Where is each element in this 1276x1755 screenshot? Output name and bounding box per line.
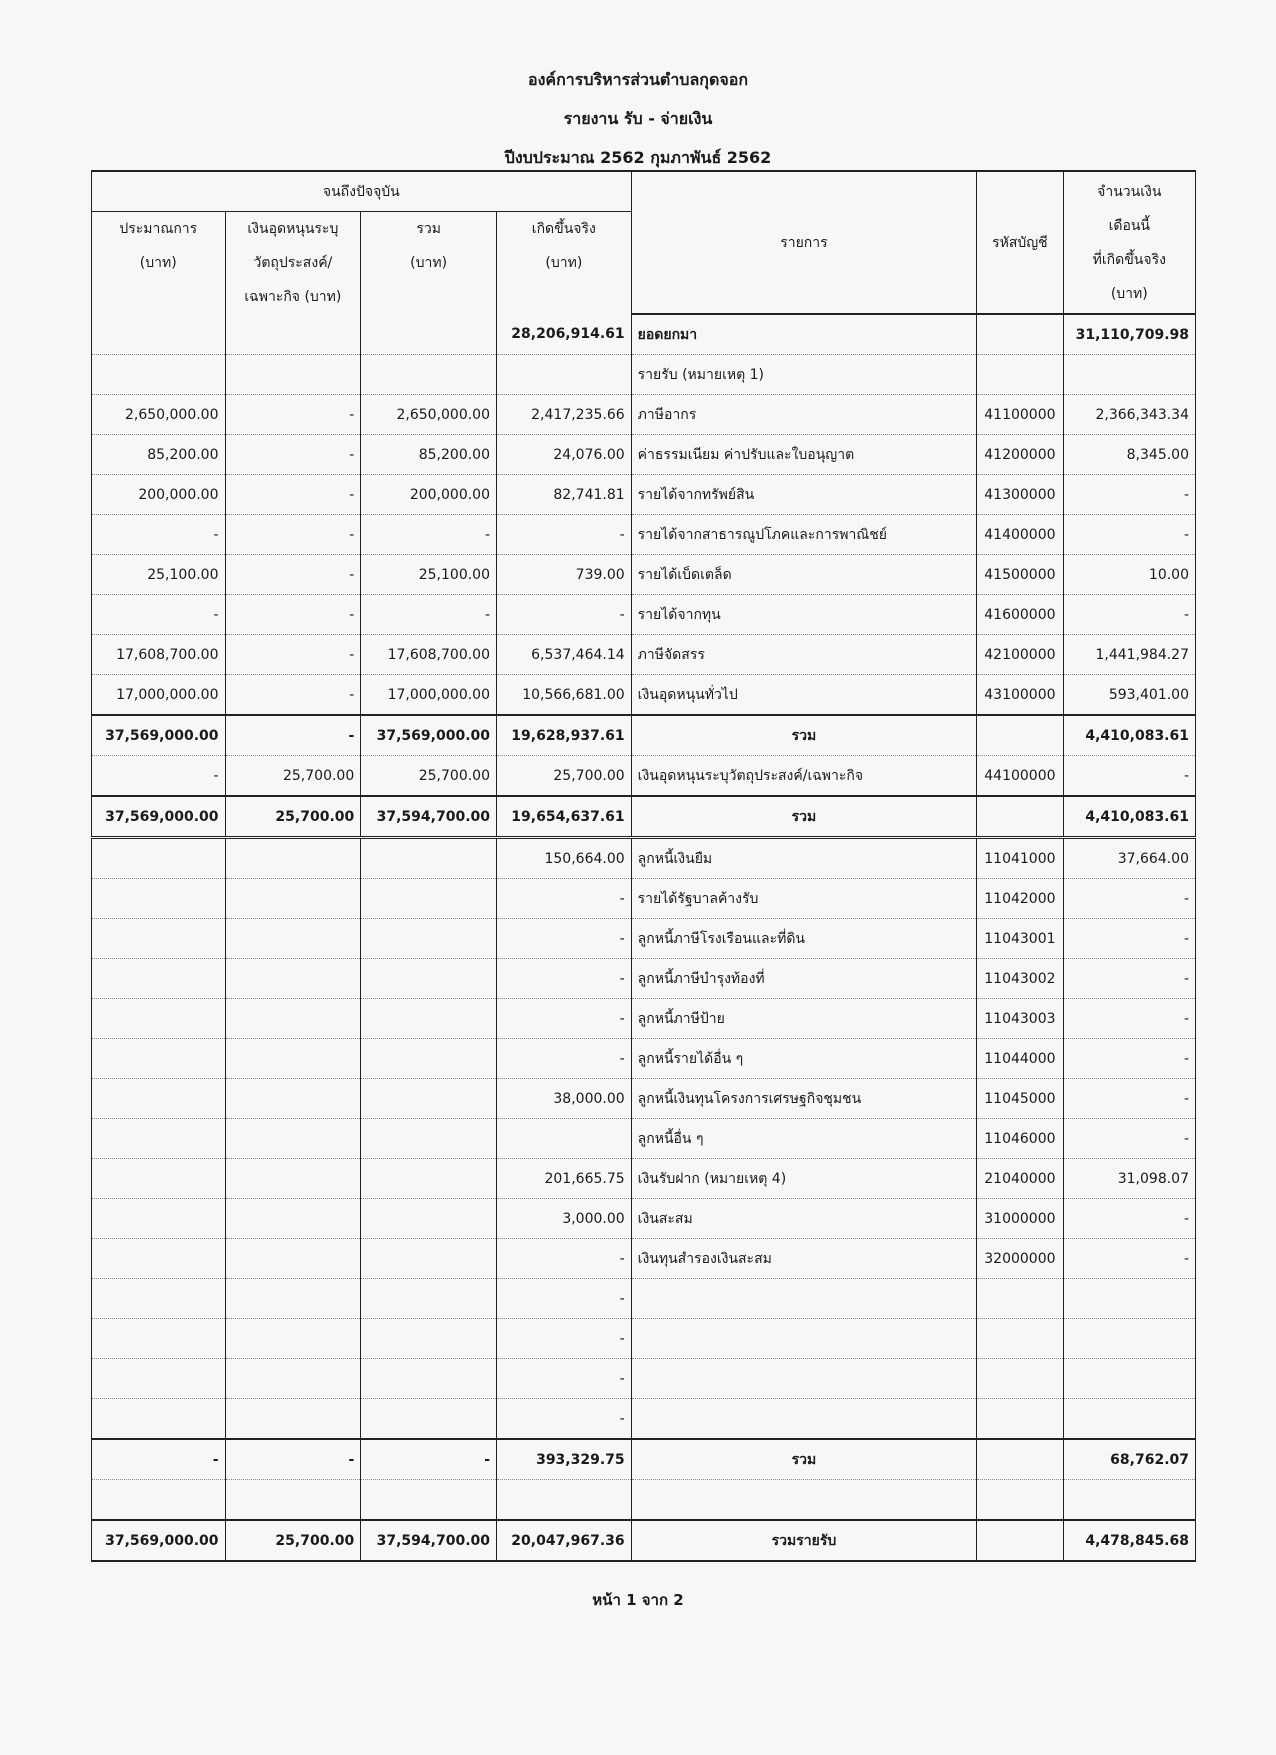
header-grant — [225, 212, 361, 315]
actual-cell: 10,566,681.00 — [497, 675, 632, 716]
item-cell: รายรับ (หมายเหตุ 1) — [631, 355, 977, 395]
header-actual-line-1: เกิดขึ้นจริง — [531, 221, 596, 237]
grant-cell: - — [225, 515, 361, 555]
month-amount-cell: 31,110,709.98 — [1063, 314, 1195, 355]
month-amount-cell: - — [1063, 475, 1195, 515]
header-actual-line-2: (บาท) — [545, 255, 583, 271]
table-row — [92, 1399, 1196, 1440]
total-cell — [361, 1039, 497, 1079]
account-code-cell — [977, 1520, 1063, 1561]
table-row — [92, 1319, 1196, 1359]
item-cell: รายได้รัฐบาลค้างรับ — [631, 879, 977, 919]
actual-cell: - — [497, 919, 632, 959]
grant-cell: - — [225, 475, 361, 515]
actual-cell: 38,000.00 — [497, 1079, 632, 1119]
grant-cell — [225, 1359, 361, 1399]
month-amount-cell — [1063, 1480, 1195, 1521]
actual-cell: - — [497, 879, 632, 919]
total-cell — [361, 314, 497, 355]
grant-cell: - — [225, 675, 361, 716]
budget-cell — [92, 1199, 226, 1239]
total-cell — [361, 838, 497, 879]
account-code-cell: 41100000 — [977, 395, 1063, 435]
month-amount-cell — [1063, 1359, 1195, 1399]
total-cell — [361, 1159, 497, 1199]
item-cell: ภาษีอากร — [631, 395, 977, 435]
item-cell: เงินอุดหนุนระบุวัตถุประสงค์/เฉพาะกิจ — [631, 756, 977, 797]
month-amount-cell: - — [1063, 999, 1195, 1039]
header-grant-line-3: เฉพาะกิจ (บาท) — [244, 289, 342, 305]
table-row — [92, 796, 1196, 838]
budget-cell — [92, 1399, 226, 1440]
item-cell: รายได้เบ็ดเตล็ด — [631, 555, 977, 595]
actual-cell: - — [497, 515, 632, 555]
total-cell: 2,650,000.00 — [361, 395, 497, 435]
actual-cell: - — [497, 999, 632, 1039]
grant-cell — [225, 1480, 361, 1521]
total-cell — [361, 999, 497, 1039]
month-amount-cell: 1,441,984.27 — [1063, 635, 1195, 675]
budget-cell: - — [92, 1439, 226, 1480]
total-cell — [361, 879, 497, 919]
header-month-amount — [1063, 171, 1195, 314]
item-cell — [631, 1399, 977, 1440]
month-amount-cell — [1063, 1279, 1195, 1319]
actual-cell: 19,628,937.61 — [497, 715, 632, 756]
table-row — [92, 515, 1196, 555]
item-cell: เงินอุดหนุนทั่วไป — [631, 675, 977, 716]
account-code-cell: 41500000 — [977, 555, 1063, 595]
table-row — [92, 1199, 1196, 1239]
actual-cell: 2,417,235.66 — [497, 395, 632, 435]
month-amount-cell: - — [1063, 1079, 1195, 1119]
budget-cell: 37,569,000.00 — [92, 1520, 226, 1561]
table-row — [92, 756, 1196, 797]
actual-cell: 25,700.00 — [497, 756, 632, 797]
total-cell: 25,700.00 — [361, 756, 497, 797]
table-row — [92, 595, 1196, 635]
account-code-cell — [977, 314, 1063, 355]
actual-cell: 20,047,967.36 — [497, 1520, 632, 1561]
account-code-cell: 11043002 — [977, 959, 1063, 999]
table-row — [92, 1159, 1196, 1199]
account-code-cell — [977, 1279, 1063, 1319]
budget-cell — [92, 1279, 226, 1319]
item-cell: รวมรายรับ — [631, 1520, 977, 1561]
total-cell — [361, 1239, 497, 1279]
grant-cell: - — [225, 715, 361, 756]
budget-cell: - — [92, 595, 226, 635]
actual-cell: - — [497, 1319, 632, 1359]
item-cell — [631, 1480, 977, 1521]
table-body — [92, 314, 1196, 1561]
actual-cell: - — [497, 595, 632, 635]
grant-cell: 25,700.00 — [225, 1520, 361, 1561]
total-cell: 25,100.00 — [361, 555, 497, 595]
budget-cell — [92, 838, 226, 879]
grant-cell: - — [225, 435, 361, 475]
header-budget-line-1: ประมาณการ — [119, 221, 198, 237]
budget-cell — [92, 919, 226, 959]
budget-cell: 37,569,000.00 — [92, 796, 226, 838]
budget-cell — [92, 999, 226, 1039]
item-cell: รายได้จากทรัพย์สิน — [631, 475, 977, 515]
budget-cell: 85,200.00 — [92, 435, 226, 475]
item-cell: ลูกหนี้ภาษีโรงเรือนและที่ดิน — [631, 919, 977, 959]
actual-cell: - — [497, 959, 632, 999]
table-row — [92, 435, 1196, 475]
total-cell: 37,569,000.00 — [361, 715, 497, 756]
grant-cell: - — [225, 1439, 361, 1480]
grant-cell — [225, 1159, 361, 1199]
total-cell — [361, 1119, 497, 1159]
budget-cell: 17,000,000.00 — [92, 675, 226, 716]
actual-cell: 6,537,464.14 — [497, 635, 632, 675]
item-cell: รายได้จากทุน — [631, 595, 977, 635]
table-row — [92, 675, 1196, 716]
grant-cell — [225, 1039, 361, 1079]
account-code-cell: 31000000 — [977, 1199, 1063, 1239]
header-to-date: จนถึงปัจจุบัน — [92, 171, 632, 212]
account-code-cell — [977, 355, 1063, 395]
account-code-cell — [977, 1480, 1063, 1521]
budget-cell — [92, 1239, 226, 1279]
report-title: รายงาน รับ - จ่ายเงิน — [563, 109, 713, 128]
month-amount-cell: 10.00 — [1063, 555, 1195, 595]
item-cell: ลูกหนี้รายได้อื่น ๆ — [631, 1039, 977, 1079]
total-cell — [361, 1319, 497, 1359]
month-amount-cell: - — [1063, 919, 1195, 959]
budget-cell — [92, 1119, 226, 1159]
grant-cell — [225, 919, 361, 959]
header-grant-line-1: เงินอุดหนุนระบุ — [247, 221, 339, 237]
header-budget-line-2: (บาท) — [139, 255, 177, 271]
actual-cell: 150,664.00 — [497, 838, 632, 879]
month-amount-cell: 4,478,845.68 — [1063, 1520, 1195, 1561]
actual-cell: 393,329.75 — [497, 1439, 632, 1480]
month-amount-cell: - — [1063, 1199, 1195, 1239]
header-account-code: รหัสบัญชี — [977, 171, 1063, 314]
header-total-line-1: รวม — [416, 221, 441, 237]
actual-cell: - — [497, 1279, 632, 1319]
account-code-cell: 11041000 — [977, 838, 1063, 879]
table-row — [92, 1520, 1196, 1561]
total-cell — [361, 1399, 497, 1440]
month-amount-cell: 2,366,343.34 — [1063, 395, 1195, 435]
account-code-cell — [977, 1439, 1063, 1480]
budget-cell — [92, 1159, 226, 1199]
table-row — [92, 635, 1196, 675]
table-row — [92, 1439, 1196, 1480]
grant-cell — [225, 999, 361, 1039]
account-code-cell — [977, 796, 1063, 838]
table-row — [92, 1239, 1196, 1279]
grant-cell — [225, 879, 361, 919]
report-period: ปีงบประมาณ 2562 กุมภาพันธ์ 2562 — [504, 148, 772, 167]
item-cell: ภาษีจัดสรร — [631, 635, 977, 675]
actual-cell: 28,206,914.61 — [497, 314, 632, 355]
account-code-cell: 44100000 — [977, 756, 1063, 797]
actual-cell: 3,000.00 — [497, 1199, 632, 1239]
account-code-cell: 41200000 — [977, 435, 1063, 475]
table-row — [92, 999, 1196, 1039]
budget-cell: - — [92, 756, 226, 797]
table-row — [92, 1480, 1196, 1521]
total-cell: - — [361, 595, 497, 635]
budget-cell: 2,650,000.00 — [92, 395, 226, 435]
receipts-payments-table — [91, 170, 1196, 1562]
account-code-cell: 11043003 — [977, 999, 1063, 1039]
month-amount-cell: 4,410,083.61 — [1063, 715, 1195, 756]
org-title: องค์การบริหารส่วนตำบลกุดจอก — [527, 70, 749, 89]
item-cell — [631, 1359, 977, 1399]
account-code-cell: 41300000 — [977, 475, 1063, 515]
budget-cell — [92, 1480, 226, 1521]
grant-cell — [225, 1239, 361, 1279]
table-row — [92, 715, 1196, 756]
total-cell — [361, 1079, 497, 1119]
grant-cell: - — [225, 595, 361, 635]
item-cell: รวม — [631, 715, 977, 756]
table-row — [92, 1119, 1196, 1159]
budget-cell — [92, 879, 226, 919]
month-amount-cell: 68,762.07 — [1063, 1439, 1195, 1480]
item-cell: ค่าธรรมเนียม ค่าปรับและใบอนุญาต — [631, 435, 977, 475]
total-cell — [361, 1480, 497, 1521]
actual-cell: 739.00 — [497, 555, 632, 595]
header-month-line-2: เดือนนี้ — [1108, 217, 1150, 234]
month-amount-cell — [1063, 355, 1195, 395]
month-amount-cell: - — [1063, 1039, 1195, 1079]
header-budget — [92, 212, 226, 315]
account-code-cell: 11046000 — [977, 1119, 1063, 1159]
table-row — [92, 919, 1196, 959]
total-cell: 200,000.00 — [361, 475, 497, 515]
item-cell: ลูกหนี้เงินยืม — [631, 838, 977, 879]
budget-cell — [92, 1079, 226, 1119]
total-cell: - — [361, 515, 497, 555]
month-amount-cell: 8,345.00 — [1063, 435, 1195, 475]
table-row — [92, 395, 1196, 435]
account-code-cell — [977, 1319, 1063, 1359]
table-row — [92, 1079, 1196, 1119]
grant-cell: 25,700.00 — [225, 756, 361, 797]
budget-cell — [92, 1319, 226, 1359]
account-code-cell: 11044000 — [977, 1039, 1063, 1079]
actual-cell: - — [497, 1399, 632, 1440]
table-row — [92, 475, 1196, 515]
item-cell: เงินรับฝาก (หมายเหตุ 4) — [631, 1159, 977, 1199]
month-amount-cell: - — [1063, 1119, 1195, 1159]
budget-cell — [92, 1039, 226, 1079]
header-month-line-3: ที่เกิดขึ้นจริง — [1092, 251, 1166, 268]
header-grant-line-2: วัตถุประสงค์/ — [253, 255, 333, 271]
total-cell: 17,608,700.00 — [361, 635, 497, 675]
item-cell: รวม — [631, 1439, 977, 1480]
account-code-cell: 11043001 — [977, 919, 1063, 959]
header-month-line-4: (บาท) — [1110, 285, 1148, 302]
account-code-cell: 43100000 — [977, 675, 1063, 716]
month-amount-cell: - — [1063, 879, 1195, 919]
item-cell: ลูกหนี้ภาษีบำรุงท้องที่ — [631, 959, 977, 999]
budget-cell: - — [92, 515, 226, 555]
header-item: รายการ — [631, 171, 977, 314]
month-amount-cell: - — [1063, 595, 1195, 635]
month-amount-cell: 4,410,083.61 — [1063, 796, 1195, 838]
total-cell: 37,594,700.00 — [361, 796, 497, 838]
grant-cell: - — [225, 635, 361, 675]
budget-cell: 37,569,000.00 — [92, 715, 226, 756]
table-row — [92, 1039, 1196, 1079]
grant-cell — [225, 1199, 361, 1239]
month-amount-cell: - — [1063, 959, 1195, 999]
grant-cell — [225, 1279, 361, 1319]
account-code-cell: 41400000 — [977, 515, 1063, 555]
item-cell: เงินทุนสำรองเงินสะสม — [631, 1239, 977, 1279]
budget-cell: 17,608,700.00 — [92, 635, 226, 675]
item-cell: รายได้จากสาธารณูปโภคและการพาณิชย์ — [631, 515, 977, 555]
total-cell: 85,200.00 — [361, 435, 497, 475]
account-code-cell — [977, 715, 1063, 756]
table-row — [92, 555, 1196, 595]
item-cell: เงินสะสม — [631, 1199, 977, 1239]
account-code-cell: 11045000 — [977, 1079, 1063, 1119]
header-month-line-1: จำนวนเงิน — [1097, 183, 1162, 200]
month-amount-cell: - — [1063, 756, 1195, 797]
total-cell — [361, 959, 497, 999]
month-amount-cell: 37,664.00 — [1063, 838, 1195, 879]
account-code-cell: 41600000 — [977, 595, 1063, 635]
table-row — [92, 879, 1196, 919]
account-code-cell: 32000000 — [977, 1239, 1063, 1279]
total-cell — [361, 919, 497, 959]
grant-cell — [225, 314, 361, 355]
table-row — [92, 355, 1196, 395]
page-number: หน้า 1 จาก 2 — [592, 1591, 684, 1609]
budget-cell — [92, 959, 226, 999]
actual-cell: - — [497, 1039, 632, 1079]
grant-cell — [225, 1079, 361, 1119]
actual-cell: - — [497, 1359, 632, 1399]
month-amount-cell: - — [1063, 1239, 1195, 1279]
item-cell: ลูกหนี้อื่น ๆ — [631, 1119, 977, 1159]
item-cell: รวม — [631, 796, 977, 838]
grant-cell — [225, 355, 361, 395]
total-cell — [361, 1279, 497, 1319]
total-cell: 37,594,700.00 — [361, 1520, 497, 1561]
actual-cell: 82,741.81 — [497, 475, 632, 515]
month-amount-cell: 593,401.00 — [1063, 675, 1195, 716]
grant-cell — [225, 1319, 361, 1359]
grant-cell — [225, 1399, 361, 1440]
header-total — [361, 212, 497, 315]
month-amount-cell — [1063, 1319, 1195, 1359]
item-cell: ยอดยกมา — [631, 314, 977, 355]
actual-cell — [497, 1119, 632, 1159]
table-row — [92, 838, 1196, 879]
account-code-cell: 11042000 — [977, 879, 1063, 919]
account-code-cell — [977, 1359, 1063, 1399]
actual-cell — [497, 355, 632, 395]
account-code-cell — [977, 1399, 1063, 1440]
actual-cell: 19,654,637.61 — [497, 796, 632, 838]
account-code-cell: 21040000 — [977, 1159, 1063, 1199]
budget-cell: 200,000.00 — [92, 475, 226, 515]
actual-cell: - — [497, 1239, 632, 1279]
grant-cell: 25,700.00 — [225, 796, 361, 838]
grant-cell — [225, 838, 361, 879]
grant-cell — [225, 959, 361, 999]
month-amount-cell: - — [1063, 515, 1195, 555]
total-cell: - — [361, 1439, 497, 1480]
actual-cell — [497, 1480, 632, 1521]
account-code-cell: 42100000 — [977, 635, 1063, 675]
budget-cell: 25,100.00 — [92, 555, 226, 595]
actual-cell: 201,665.75 — [497, 1159, 632, 1199]
total-cell: 17,000,000.00 — [361, 675, 497, 716]
table-row — [92, 314, 1196, 355]
table-row — [92, 1359, 1196, 1399]
item-cell: ลูกหนี้ภาษีป้าย — [631, 999, 977, 1039]
item-cell: ลูกหนี้เงินทุนโครงการเศรษฐกิจชุมชน — [631, 1079, 977, 1119]
item-cell — [631, 1319, 977, 1359]
month-amount-cell: 31,098.07 — [1063, 1159, 1195, 1199]
grant-cell: - — [225, 555, 361, 595]
budget-cell — [92, 355, 226, 395]
grant-cell: - — [225, 395, 361, 435]
budget-cell — [92, 314, 226, 355]
total-cell — [361, 1199, 497, 1239]
total-cell — [361, 1359, 497, 1399]
header-actual — [497, 212, 632, 315]
budget-cell — [92, 1359, 226, 1399]
table-row — [92, 1279, 1196, 1319]
header-total-line-2: (บาท) — [410, 255, 448, 271]
total-cell — [361, 355, 497, 395]
grant-cell — [225, 1119, 361, 1159]
table-row — [92, 959, 1196, 999]
item-cell — [631, 1279, 977, 1319]
actual-cell: 24,076.00 — [497, 435, 632, 475]
month-amount-cell — [1063, 1399, 1195, 1440]
